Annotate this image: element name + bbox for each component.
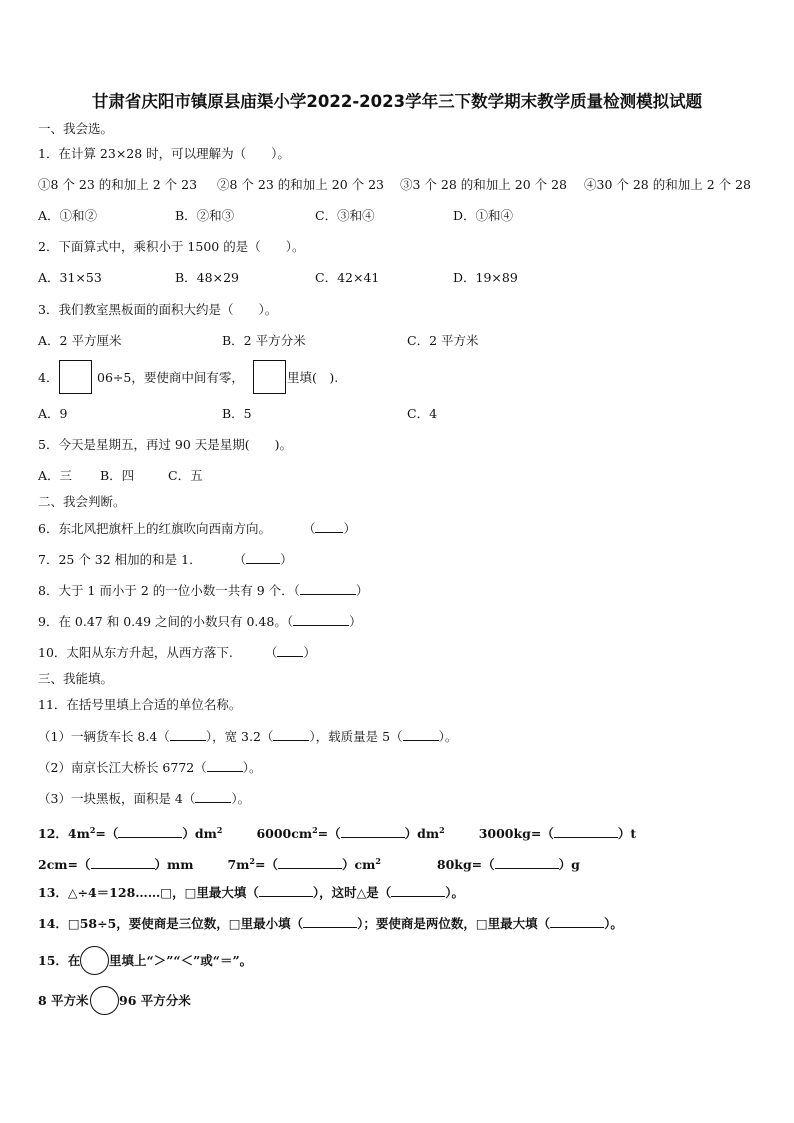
text: ）dm — [404, 826, 440, 841]
paren-open: （ — [302, 521, 316, 536]
question-11-stem: 11．在括号里填上合适的单位名称。 — [38, 697, 242, 712]
answer-blank — [293, 613, 349, 626]
paren-close: ） — [303, 645, 316, 660]
question-1-stem: 1．在计算 23×28 时，可以理解为（ ）。 — [38, 146, 290, 161]
text: ）mm — [154, 857, 194, 872]
superscript: 2 — [216, 825, 223, 835]
page-title: 甘肃省庆阳市镇原县庙渠小学2022-2023学年三下数学期末教学质量检测模拟试题 — [91, 92, 703, 111]
q1-option-d: D．①和④ — [453, 208, 514, 223]
q5-option-b: B．四 — [100, 468, 135, 483]
question-10 — [38, 644, 316, 661]
compare-circle — [90, 986, 119, 1015]
superscript: 2 — [375, 856, 381, 866]
q2-option-c: C．42×41 — [315, 270, 380, 285]
superscript: 2 — [439, 825, 445, 835]
question-2-stem: 2．下面算式中，乘积小于 1500 的是（ ）。 — [38, 239, 305, 254]
question-4-text: 06÷5，要使商中间有零， — [97, 370, 244, 385]
answer-blank — [550, 915, 604, 928]
answer-blank — [315, 520, 343, 533]
answer-blank — [391, 884, 445, 897]
text: 6000cm — [256, 826, 313, 841]
question-5-stem: 5．今天是星期五，再过 90 天是星期( )。 — [38, 437, 293, 452]
paren-close: ） — [343, 521, 356, 536]
text: 14．□58÷5，要使商是三位数，□里最小填（ — [38, 916, 304, 931]
answer-blank — [277, 644, 303, 657]
answer-blank — [170, 728, 206, 741]
q1-option-c: C．③和④ — [315, 208, 375, 223]
text: ）cm — [341, 857, 376, 872]
question-3-stem: 3．我们教室黑板面的面积大约是（ ）。 — [38, 302, 278, 317]
q3-option-b: B．2 平方分米 — [222, 333, 306, 348]
text: ）g — [558, 857, 580, 872]
question-12-row-2 — [38, 853, 580, 873]
paren-close: ） — [355, 583, 369, 598]
q1-item-2: ②8 个 23 的和加上 20 个 23 — [217, 177, 385, 192]
question-11-part-2 — [38, 759, 262, 776]
paren-open: （ — [233, 552, 247, 567]
question-12-row-1 — [38, 822, 636, 842]
text: （2）南京长江大桥长 6772（ — [38, 760, 207, 775]
question-4-tail: 里填( ). — [287, 370, 339, 385]
q1-item-1: ①8 个 23 的和加上 2 个 23 — [38, 177, 198, 192]
text: ）。 — [604, 916, 623, 931]
answer-blank — [91, 856, 155, 869]
text: ）；要使商是两位数，□里最大填（ — [357, 916, 551, 931]
superscript: 2 — [249, 856, 255, 866]
answer-blank — [273, 728, 309, 741]
superscript: 2 — [312, 825, 318, 835]
q4-option-c: C．4 — [407, 406, 438, 421]
q1-item-3: ③3 个 28 的和加上 20 个 28 — [400, 177, 568, 192]
answer-box — [59, 360, 92, 394]
answer-blank — [303, 915, 357, 928]
text: 13．△÷4＝128……□，□里最大填（ — [38, 885, 259, 900]
question-6-text: 6．东北风把旗杆上的红旗吹向西南方向。 — [38, 521, 271, 536]
text: ），这时△是（ — [312, 885, 392, 900]
compare-circle — [80, 946, 109, 975]
text: 80kg=（ — [436, 857, 495, 872]
superscript: 2 — [89, 825, 96, 835]
question-6 — [38, 520, 356, 537]
text: ）dm — [182, 826, 217, 841]
text: ），宽 3.2（ — [205, 729, 274, 744]
question-13 — [38, 884, 464, 901]
q3-option-c: C．2 平方米 — [407, 333, 479, 348]
answer-box — [253, 360, 286, 394]
q1-item-4: ④30 个 28 的和加上 2 个 28 — [584, 177, 752, 192]
question-7 — [38, 551, 293, 568]
question-7-text: 7．25 个 32 相加的和是 1． — [38, 552, 202, 567]
q5-option-a: A．三 — [38, 468, 73, 483]
answer-blank — [278, 856, 342, 869]
q2-option-b: B．48×29 — [175, 270, 239, 285]
question-15-text: 里填上“＞”“＜”或“＝”。 — [109, 953, 253, 968]
paren-close: ） — [349, 614, 362, 629]
question-15-left-value: 8 平方米 — [38, 993, 89, 1008]
text: 2cm=（ — [38, 857, 91, 872]
text: 12．4m — [38, 826, 90, 841]
question-9-text: 9．在 0.47 和 0.49 之间的小数只有 0.48。（ — [38, 614, 294, 629]
text: （1）一辆货车长 8.4（ — [38, 729, 170, 744]
answer-blank — [495, 856, 559, 869]
q1-option-b: B．②和③ — [175, 208, 235, 223]
question-4-number: 4． — [38, 370, 59, 385]
section-heading-1: 一、我会选。 — [38, 121, 114, 136]
question-8-text: 8．大于 1 而小于 2 的一位小数一共有 9 个．（ — [38, 583, 300, 598]
answer-blank — [195, 790, 231, 803]
answer-blank — [403, 728, 439, 741]
text: 7m — [227, 857, 250, 872]
q2-option-d: D．19×89 — [453, 270, 518, 285]
text: ）。 — [438, 729, 458, 744]
text: ）。 — [445, 885, 465, 900]
question-11-part-1 — [38, 728, 457, 745]
text: =（ — [95, 826, 119, 841]
section-heading-3: 三、我能填。 — [38, 671, 114, 686]
question-8 — [38, 582, 368, 599]
text: 3000kg=（ — [478, 826, 554, 841]
text: （3）一块黑板，面积是 4（ — [38, 791, 196, 806]
text: ）。 — [231, 791, 251, 806]
question-15-lead: 15．在 — [38, 953, 81, 968]
text: ），载质量是 5（ — [309, 729, 403, 744]
answer-blank — [207, 759, 243, 772]
answer-blank — [554, 825, 618, 838]
question-15-right-value: 96 平方分米 — [119, 993, 191, 1008]
paren-open: （ — [264, 645, 278, 660]
text: =（ — [254, 857, 278, 872]
paren-close: ） — [280, 552, 293, 567]
text: ）t — [617, 826, 637, 841]
q4-option-a: A．9 — [38, 406, 68, 421]
question-10-text: 10．太阳从东方升起，从西方落下. — [38, 645, 233, 660]
answer-blank — [259, 884, 313, 897]
q3-option-a: A．2 平方厘米 — [38, 333, 122, 348]
answer-blank — [300, 582, 356, 595]
question-14 — [38, 915, 623, 932]
answer-blank — [341, 825, 405, 838]
text: ）。 — [242, 760, 262, 775]
answer-blank — [118, 825, 182, 838]
text: =（ — [317, 826, 341, 841]
question-9 — [38, 613, 362, 630]
q4-option-b: B．5 — [222, 406, 252, 421]
q5-option-c: C．五 — [168, 468, 203, 483]
question-11-part-3 — [38, 790, 250, 807]
answer-blank — [246, 551, 280, 564]
section-heading-2: 二、我会判断。 — [38, 494, 126, 509]
q1-option-a: A．①和② — [38, 208, 98, 223]
q2-option-a: A．31×53 — [38, 270, 102, 285]
